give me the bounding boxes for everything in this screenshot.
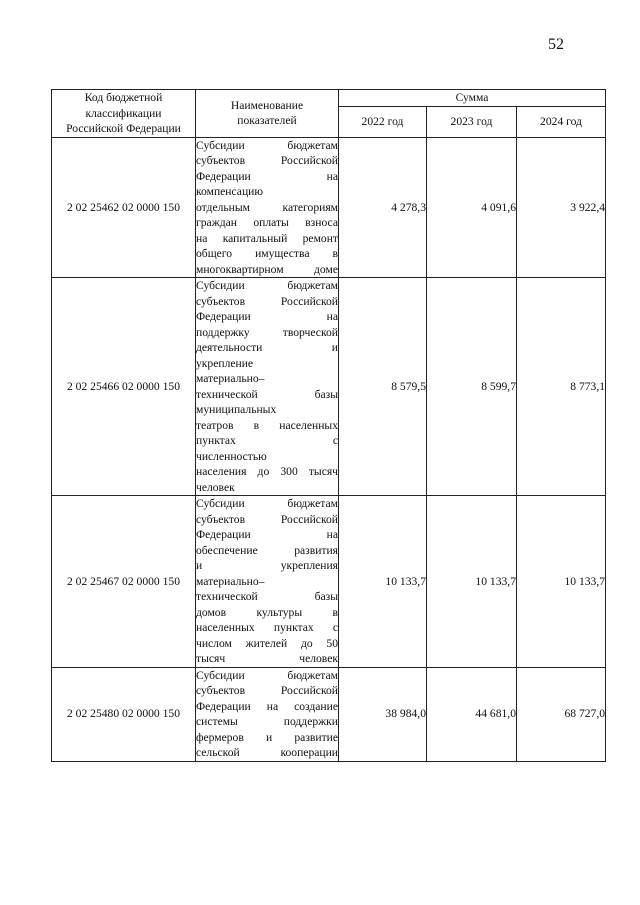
- budget-code-cell: 2 02 25466 02 0000 150: [52, 278, 196, 496]
- indicator-name-line: субъектов Российской: [196, 294, 338, 308]
- indicator-name-line: числом жителей до 50: [196, 636, 338, 650]
- header-code-line: Код бюджетной: [84, 91, 163, 104]
- table-row: [52, 278, 606, 496]
- table-body: [52, 137, 606, 761]
- table-row: [52, 137, 606, 278]
- amount-2022-cell: 8 579,5: [339, 278, 427, 496]
- amount-2023-cell: 8 599,7: [427, 278, 517, 496]
- indicator-name-line: муниципальных: [196, 403, 277, 416]
- indicator-name-line: населенных пунктах с: [196, 621, 338, 634]
- budget-code-cell: 2 02 25462 02 0000 150: [52, 137, 196, 278]
- indicator-name-line: Субсидии бюджетам: [196, 668, 338, 682]
- indicator-name-line: многоквартирном доме: [196, 262, 338, 276]
- indicator-name-line: системы поддержки: [196, 715, 338, 728]
- header-code-line: Российской Федерации: [66, 122, 181, 135]
- budget-table: [51, 89, 606, 762]
- header-code: [52, 90, 196, 138]
- indicator-name-line: Субсидии бюджетам: [196, 279, 338, 292]
- indicator-name-line: материально–: [196, 372, 265, 385]
- indicator-name-line: театров в населенных: [196, 418, 338, 432]
- indicator-name-line: Федерации на: [196, 528, 338, 541]
- indicator-name-cell: [196, 278, 339, 496]
- header-name: [196, 90, 339, 138]
- indicator-name-line: компенсацию: [196, 185, 264, 198]
- indicator-name-line: домов культуры в: [196, 605, 338, 619]
- header-name-line: Наименование: [230, 98, 304, 112]
- indicator-name-line: укрепление: [196, 356, 254, 370]
- header-year-2023: 2023 год: [427, 107, 517, 137]
- indicator-name-line: граждан оплаты взноса: [196, 216, 338, 229]
- header-sum: Сумма: [339, 90, 606, 107]
- amount-2023-cell: 44 681,0: [427, 667, 517, 761]
- indicator-name-line: обеспечение развития: [196, 543, 338, 557]
- indicator-name-line: деятельности и: [196, 341, 338, 354]
- indicator-name-line: численностью: [196, 449, 267, 463]
- indicator-name-line: технической базы: [196, 590, 338, 603]
- indicator-name-line: Федерации на создание: [196, 699, 338, 713]
- indicator-name-line: населения до 300 тысяч: [196, 465, 338, 478]
- budget-code-cell: 2 02 25467 02 0000 150: [52, 496, 196, 668]
- indicator-name-cell: [196, 667, 339, 761]
- budget-code-cell: 2 02 25480 02 0000 150: [52, 667, 196, 761]
- amount-2024-cell: 8 773,1: [517, 278, 606, 496]
- indicator-name-line: субъектов Российской: [196, 512, 338, 526]
- amount-2024-cell: 3 922,4: [517, 137, 606, 278]
- indicator-name-cell: [196, 137, 339, 278]
- table-row: [52, 667, 606, 761]
- indicator-name-line: общего имущества в: [196, 247, 338, 260]
- table-header-row: [52, 90, 606, 107]
- header-year-2024: 2024 год: [517, 107, 606, 137]
- indicator-name-line: материально–: [196, 574, 265, 588]
- indicator-name-line: человек: [196, 480, 235, 494]
- indicator-name-line: субъектов Российской: [196, 684, 338, 697]
- indicator-name-cell: [196, 496, 339, 668]
- header-year-2022: 2022 год: [339, 107, 427, 137]
- indicator-name-line: отдельным категориям: [196, 200, 338, 214]
- indicator-name-line: Федерации на: [196, 169, 338, 183]
- page-number: 52: [548, 36, 564, 53]
- indicator-name-line: поддержку творческой: [196, 325, 338, 339]
- table-row: [52, 496, 606, 668]
- indicator-name-line: пунктах с: [196, 434, 338, 447]
- amount-2022-cell: 10 133,7: [339, 496, 427, 668]
- amount-2024-cell: 10 133,7: [517, 496, 606, 668]
- indicator-name-line: фермеров и развитие: [196, 730, 338, 744]
- indicator-name-line: и укрепления: [196, 559, 338, 572]
- indicator-name-line: сельской кооперации: [196, 746, 338, 759]
- amount-2024-cell: 68 727,0: [517, 667, 606, 761]
- indicator-name-line: Субсидии бюджетам: [196, 497, 338, 510]
- amount-2023-cell: 10 133,7: [427, 496, 517, 668]
- header-name-line: показателей: [237, 114, 297, 128]
- indicator-name-line: тысяч человек: [196, 652, 338, 665]
- amount-2022-cell: 4 278,3: [339, 137, 427, 278]
- header-code-line: классификации: [85, 106, 162, 120]
- amount-2022-cell: 38 984,0: [339, 667, 427, 761]
- amount-2023-cell: 4 091,6: [427, 137, 517, 278]
- indicator-name-line: технической базы: [196, 387, 338, 401]
- indicator-name-line: Федерации на: [196, 310, 338, 323]
- indicator-name-line: субъектов Российской: [196, 154, 338, 167]
- indicator-name-line: Субсидии бюджетам: [196, 138, 338, 152]
- indicator-name-line: на капитальный ремонт: [196, 231, 338, 245]
